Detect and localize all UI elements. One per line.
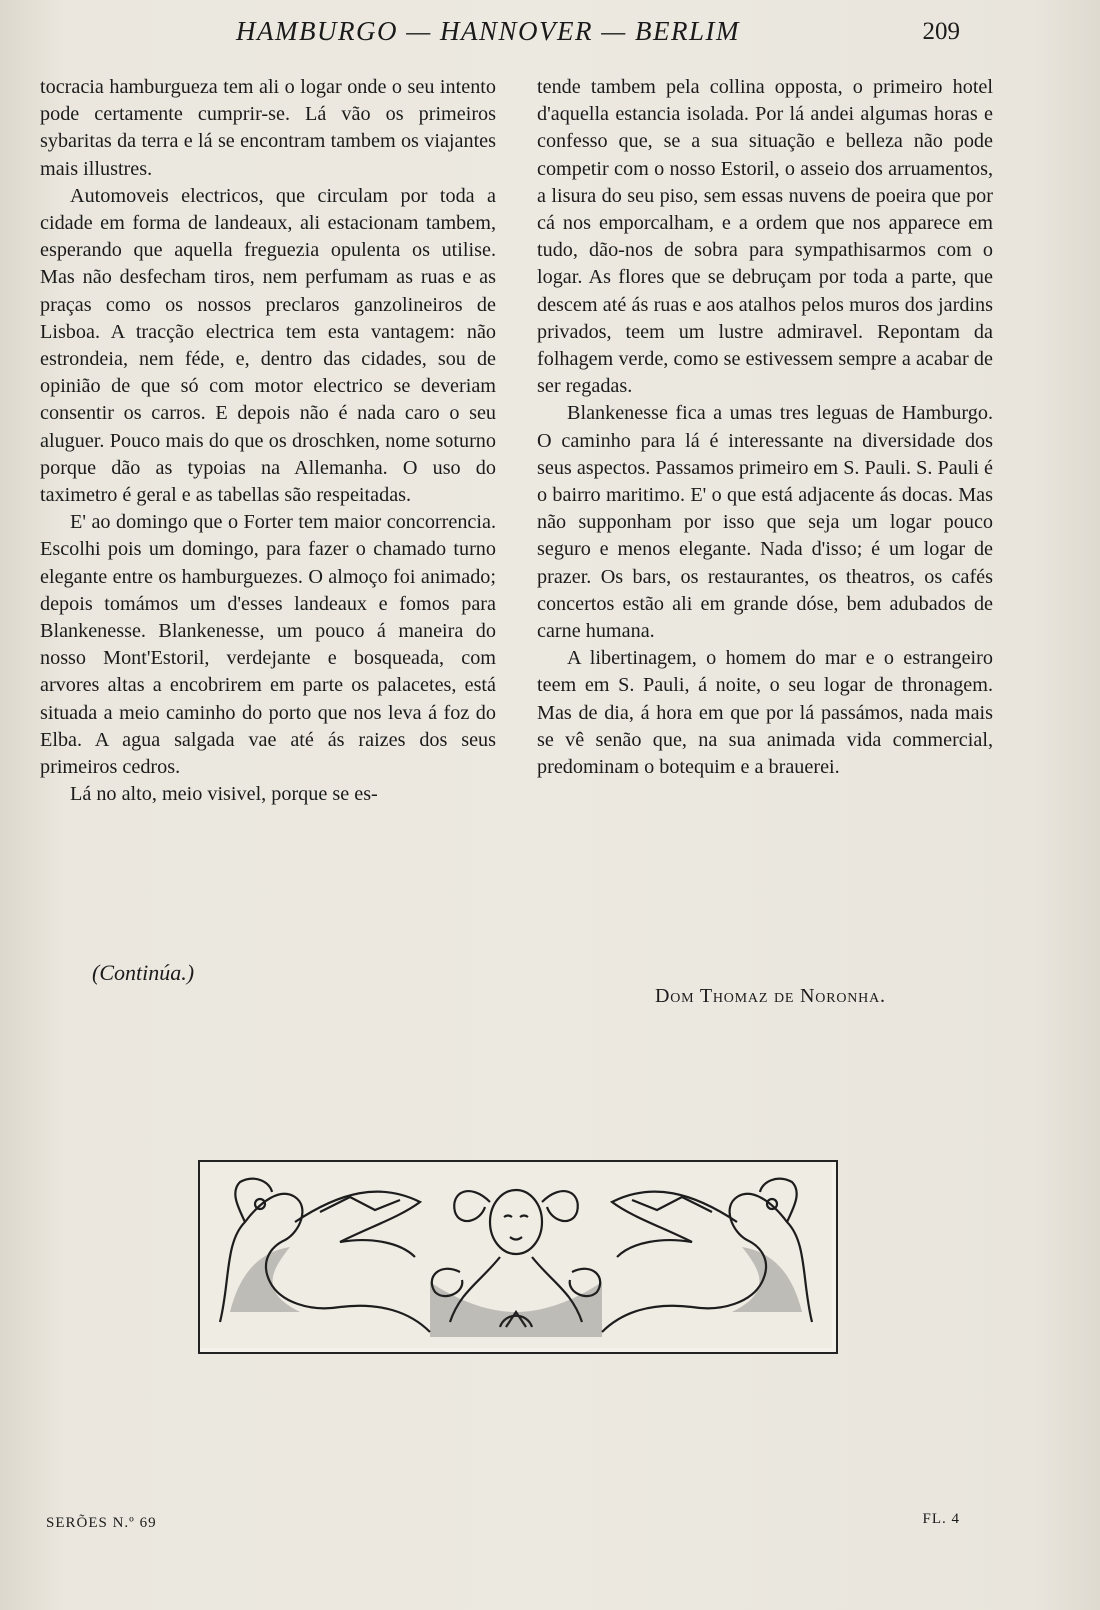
paragraph-1: tocracia hamburgueza tem ali o logar onde o seu intento pode certamente cumprir-se. Lá vão os primeiros sybaritas da terra e lá se encontram tambem os viajantes mais illustres. (40, 76, 496, 180)
footer-issue: SERÕES N.º 69 (46, 1515, 157, 1531)
continua-note: (Continúa.) (92, 960, 195, 985)
paragraph-4: Lá no alto, meio visivel, porque se es- (70, 783, 378, 806)
author-signature: Dom Thomaz de Noronha. (655, 985, 886, 1007)
grotesque-relief-ornament-icon (198, 1160, 838, 1354)
running-title: HAMBURGO — HANNOVER — BERLIM (236, 16, 740, 46)
running-header (0, 14, 1100, 50)
footer-sheet: FL. 4 (922, 1511, 960, 1527)
paragraph-6: Blankenesse fica a umas tres leguas de Hamburgo. O caminho para lá é interessante na diversidade dos seus aspectos. Passamos primeiro em S. Pauli. S. Pauli é o bairro maritimo. E' o que está adjacente ás docas. Mas não supponham por isso que seja um logar pouco seguro e menos elegante. Nada d'isso; é um logar de prazer. Os bars, os restaurantes, os theatros, os cafés concertos estão ali em grande dóse, bem adubados de carne humana. (537, 402, 993, 643)
left-column (40, 74, 496, 808)
paragraph-3: E' ao domingo que o Forter tem maior concorrencia. Escolhi pois um domingo, para fazer o chamado turno elegante entre os hamburguezes. O almoço foi animado; depois tomámos um d'esses landeaux e fomos para Blankenesse. Blankenesse, um pouco á maneira do nosso Mont'Estoril, verdejante e bosqueada, com arvores altas a encobrirem em parte os palacetes, está situada a meio caminho do porto que nos leva á foz do Elba. A agua salgada vae até ás raizes dos seus primeiros cedros. (40, 511, 496, 779)
right-column (537, 74, 993, 781)
page-number: 209 (922, 18, 960, 45)
paragraph-7: A libertinagem, o homem do mar e o estrangeiro teem em S. Pauli, á noite, o seu logar de thronagem. Mas de dia, á hora em que por lá passámos, nada mais se vê senão que, na sua animada vida commercial, predominam o botequim e a brauerei. (537, 647, 993, 779)
paragraph-2: Automoveis electricos, que circulam por toda a cidade em forma de landeaux, ali estacionam tambem, esperando que aquella freguezia opulenta os utilise. Mas não desfecham tiros, nem perfumam as ruas e as praças como os nossos preclaros ganzolineiros de Lisboa. A tracção electrica tem esta vantagem: não estrondeia, nem féde, e, dentro das cidades, sou de opinião de que só com motor electrico se deveriam consentir os carros. E depois não é nada caro o seu aluguer. Pouco mais do que os droschken, nome soturno porque dão as typoias na Allemanha. O uso do taximetro é geral e as tabellas são respeitadas. (40, 184, 496, 507)
paragraph-5: tende tambem pela collina opposta, o primeiro hotel d'aquella estancia isolada. Por lá andei algumas horas e confesso que, se a sua situação e belleza não pode competir com o nosso Estoril, o asseio dos arruamentos, a lisura do seu piso, sem essas nuvens de poeira que por cá nos emporcalham, e a ordem que nos apparece em tudo, dão-nos de sobra para sympathisarmos com o logar. As flores que se debruçam por toda a parte, que descem até ás ruas e aos atalhos pelos muros dos jardins privados, teem um lustre admiravel. Repontam da folhagem verde, como se estivessem sempre a acabar de ser regadas. (537, 76, 993, 398)
